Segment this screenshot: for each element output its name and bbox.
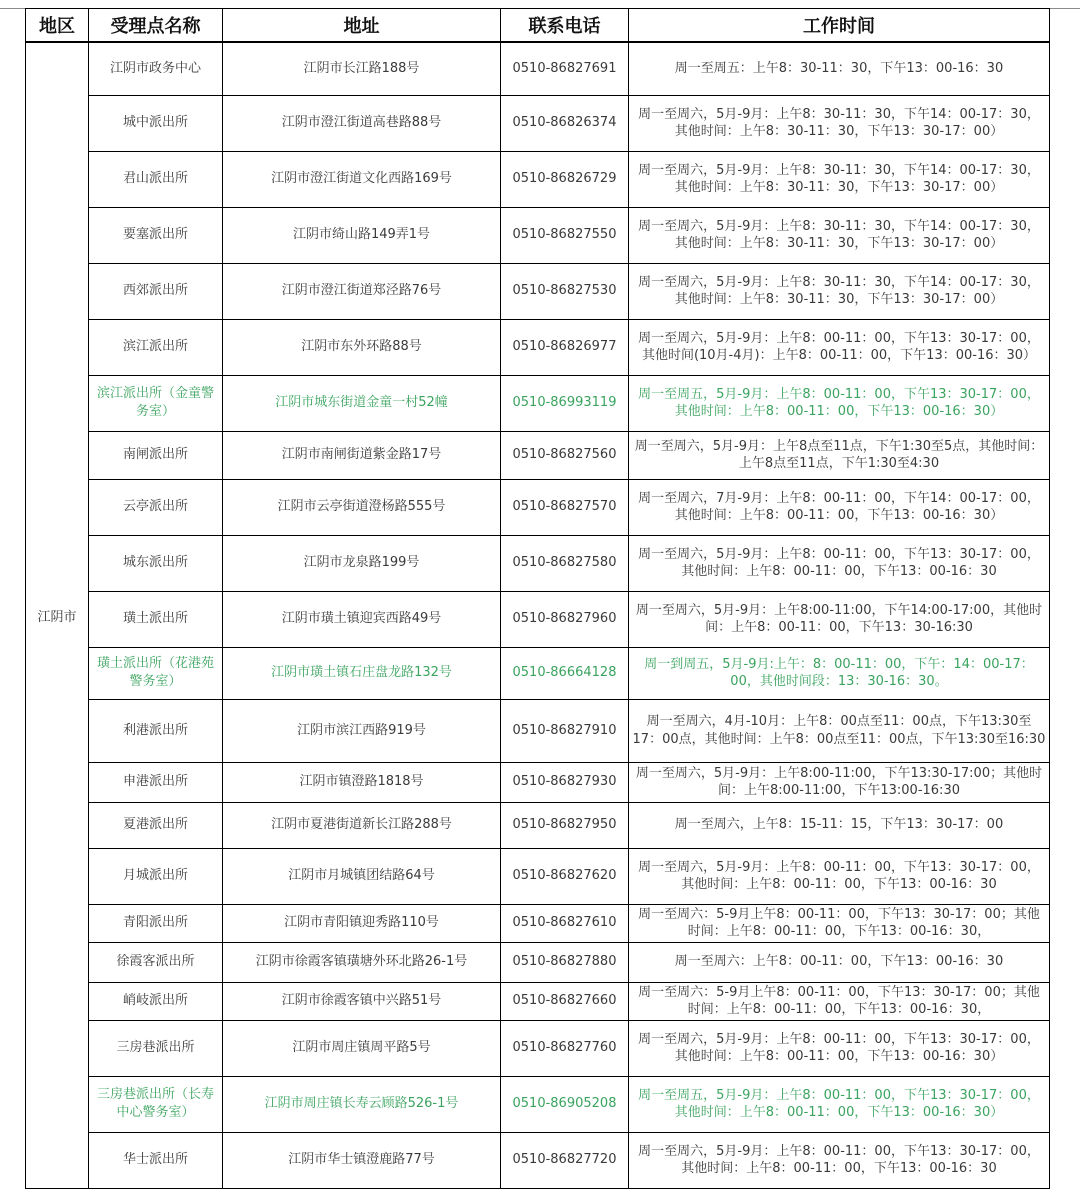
table-row [26,1132,1050,1188]
name-cell: 江阴市政务中心 [89,42,223,95]
hours-cell: 周一至周六，5月-9月：上午8:00-11:00，下午13:30-17:00；其他时间：上午8:00-11:00，下午13:00-16:30 [629,762,1050,802]
hours-cell: 周一至周五：上午8：30-11：30，下午13：00-16：30 [629,42,1050,95]
hours-cell: 周一至周五，5月-9月：上午8：00-11：00，下午13：30-17：00，其他时间：上午8：00-11：00，下午13：00-16：30） [629,1076,1050,1132]
name-cell: 西郊派出所 [89,263,223,319]
name-cell: 月城派出所 [89,848,223,904]
name-cell: 要塞派出所 [89,207,223,263]
name-cell: 三房巷派出所 [89,1020,223,1076]
header-phone: 联系电话 [501,9,629,43]
header-row [26,9,1050,43]
hours-cell: 周一至周六，5月-9月：上午8：30-11：30，下午14：00-17：30，其他时间：上午8：30-11：30，下午13：30-17：00） [629,263,1050,319]
hours-cell: 周一至周六，7月-9月：上午8：00-11：00，下午14：00-17：00，其他时间：上午8：00-11：00，下午13：00-16：30） [629,479,1050,535]
address-cell: 江阴市璜土镇迎宾西路49号 [223,591,501,647]
hours-cell: 周一至周六，5月-9月：上午8：00-11：00，下午13：30-17：00，其他时间：上午8：00-11：00，下午13：00-16：30 [629,1132,1050,1188]
address-cell: 江阴市澄江街道高巷路88号 [223,95,501,151]
table-row-highlighted [26,647,1050,699]
address-cell: 江阴市滨江西路919号 [223,699,501,762]
phone-cell: 0510-86827930 [501,762,629,802]
phone-cell: 0510-86826977 [501,319,629,375]
phone-cell: 0510-86827950 [501,802,629,848]
address-cell: 江阴市夏港街道新长江路288号 [223,802,501,848]
phone-cell: 0510-86827720 [501,1132,629,1188]
name-cell: 华士派出所 [89,1132,223,1188]
phone-cell: 0510-86827880 [501,942,629,982]
table-row [26,982,1050,1020]
phone-cell: 0510-86827691 [501,42,629,95]
name-cell: 君山派出所 [89,151,223,207]
table-row [26,207,1050,263]
name-cell: 滨江派出所 [89,319,223,375]
table-row-highlighted [26,1076,1050,1132]
phone-cell: 0510-86993119 [501,375,629,431]
address-cell: 江阴市周庄镇周平路5号 [223,1020,501,1076]
name-cell: 峭岐派出所 [89,982,223,1020]
table-row [26,942,1050,982]
address-cell: 江阴市璜土镇石庄盘龙路132号 [223,647,501,699]
name-cell: 云亭派出所 [89,479,223,535]
hours-cell: 周一至周六，5月-9月：上午8：30-11：30，下午14：00-17：30，其他时间：上午8：30-11：30，下午13：30-17：00） [629,151,1050,207]
name-cell: 徐霞客派出所 [89,942,223,982]
table-row [26,42,1050,95]
name-cell: 青阳派出所 [89,904,223,942]
name-cell: 三房巷派出所（长寿中心警务室） [89,1076,223,1132]
name-cell: 璜土派出所（花港苑警务室） [89,647,223,699]
hours-cell: 周一至周六，4月-10月：上午8：00点至11：00点，下午13:30至17：00点，其他时间：上午8：00点至11：00点，下午13:30至16:30 [629,699,1050,762]
phone-cell: 0510-86827580 [501,535,629,591]
phone-cell: 0510-86827660 [501,982,629,1020]
phone-cell: 0510-86827530 [501,263,629,319]
name-cell: 利港派出所 [89,699,223,762]
hours-cell: 周一至周五，5月-9月：上午8：00-11：00，下午13：30-17：00，其他时间：上午8：00-11：00，下午13：00-16：30） [629,375,1050,431]
address-cell: 江阴市东外环路88号 [223,319,501,375]
name-cell: 南闸派出所 [89,431,223,479]
hours-cell: 周一至周六：5-9月上午8：00-11：00，下午13：30-17：00；其他时间：上午8：00-11：00，下午13：00-16：30， [629,904,1050,942]
address-cell: 江阴市绮山路149弄1号 [223,207,501,263]
address-cell: 江阴市澄江街道郑泾路76号 [223,263,501,319]
table-row [26,904,1050,942]
address-cell: 江阴市徐霞客镇中兴路51号 [223,982,501,1020]
hours-cell: 周一至周六，5月-9月：上午8点至11点，下午1:30至5点，其他时间：上午8点至11点，下午1:30至4:30 [629,431,1050,479]
table-row [26,762,1050,802]
name-cell: 城东派出所 [89,535,223,591]
hours-cell: 周一至周六，5月-9月：上午8：00-11：00，下午13：30-17：00，其他时间(10月-4月)：上午8：00-11：00，下午13：00-16：30） [629,319,1050,375]
header-name: 受理点名称 [89,9,223,43]
hours-cell: 周一至周六，5月-9月：上午8：30-11：30，下午14：00-17：30，其他时间：上午8：30-11：30，下午13：30-17：00） [629,95,1050,151]
hours-cell: 周一至周六，5月-9月：上午8：00-11：00，下午13：30-17：00，其他时间：上午8：00-11：00，下午13：00-16：30 [629,848,1050,904]
hours-cell: 周一至周六，5月-9月：上午8：00-11：00，下午13：30-17：00，其他时间：上午8：00-11：00，下午13：00-16：30） [629,1020,1050,1076]
table-row [26,699,1050,762]
table-row [26,151,1050,207]
table-row [26,263,1050,319]
table-row [26,95,1050,151]
name-cell: 璜土派出所 [89,591,223,647]
address-cell: 江阴市澄江街道文化西路169号 [223,151,501,207]
phone-cell: 0510-86664128 [501,647,629,699]
phone-cell: 0510-86827960 [501,591,629,647]
name-cell: 城中派出所 [89,95,223,151]
table-row [26,319,1050,375]
table-row [26,1020,1050,1076]
address-cell: 江阴市长江路188号 [223,42,501,95]
table-row-highlighted [26,375,1050,431]
table-row [26,591,1050,647]
address-cell: 江阴市镇澄路1818号 [223,762,501,802]
address-cell: 江阴市青阳镇迎秀路110号 [223,904,501,942]
table-row [26,535,1050,591]
table-row [26,479,1050,535]
hours-cell: 周一至周六，5月-9月：上午8:00-11:00，下午14:00-17:00，其他时间：上午8：00-11：00，下午13：30-16:30 [629,591,1050,647]
phone-cell: 0510-86826374 [501,95,629,151]
name-cell: 申港派出所 [89,762,223,802]
region-cell: 江阴市 [26,42,89,1188]
phone-cell: 0510-86826729 [501,151,629,207]
hours-cell: 周一至周六，5月-9月：上午8：30-11：30，下午14：00-17：30，其他时间：上午8：30-11：30，下午13：30-17：00） [629,207,1050,263]
address-cell: 江阴市云亭街道澄杨路555号 [223,479,501,535]
hours-cell: 周一至周六，上午8：15-11：15，下午13：30-17：00 [629,802,1050,848]
header-hours: 工作时间 [629,9,1050,43]
header-region: 地区 [26,9,89,43]
name-cell: 夏港派出所 [89,802,223,848]
table-row [26,848,1050,904]
address-cell: 江阴市月城镇团结路64号 [223,848,501,904]
phone-cell: 0510-86827610 [501,904,629,942]
address-cell: 江阴市华士镇澄鹿路77号 [223,1132,501,1188]
phone-cell: 0510-86827570 [501,479,629,535]
address-cell: 江阴市龙泉路199号 [223,535,501,591]
hours-cell: 周一至周六：上午8：00-11：00，下午13：00-16：30 [629,942,1050,982]
hours-cell: 周一至周六，5月-9月：上午8：00-11：00，下午13：30-17：00，其他时间：上午8：00-11：00，下午13：00-16：30 [629,535,1050,591]
hours-cell: 周一到周五，5月-9月:上午：8：00-11：00，下午：14：00-17：00，其他时间段：13：30-16：30。 [629,647,1050,699]
header-address: 地址 [223,9,501,43]
table-row [26,431,1050,479]
hours-cell: 周一至周六：5-9月上午8：00-11：00，下午13：30-17：00；其他时间：上午8：00-11：00，下午13：00-16：30， [629,982,1050,1020]
name-cell: 滨江派出所（金童警务室） [89,375,223,431]
phone-cell: 0510-86827760 [501,1020,629,1076]
address-cell: 江阴市城东街道金童一村52幢 [223,375,501,431]
address-cell: 江阴市徐霞客镇璜塘外环北路26-1号 [223,942,501,982]
phone-cell: 0510-86827910 [501,699,629,762]
phone-cell: 0510-86905208 [501,1076,629,1132]
phone-cell: 0510-86827560 [501,431,629,479]
address-cell: 江阴市周庄镇长寿云顾路526-1号 [223,1076,501,1132]
phone-cell: 0510-86827550 [501,207,629,263]
service-points-table [25,8,1050,1189]
phone-cell: 0510-86827620 [501,848,629,904]
address-cell: 江阴市南闸街道紫金路17号 [223,431,501,479]
table-row [26,802,1050,848]
